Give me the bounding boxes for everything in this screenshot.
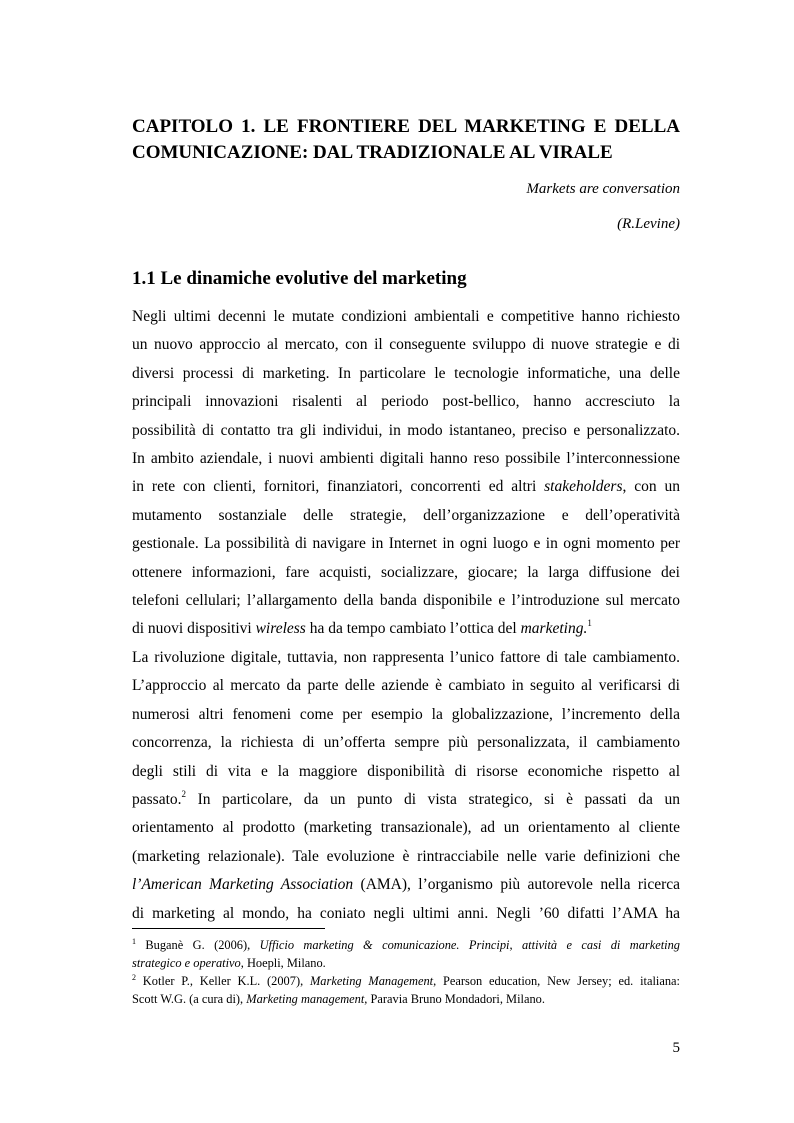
body-line: concorrenza, la richiesta di un’offerta sempre più personalizzata, il cambiamento — [132, 734, 680, 752]
footnotes — [132, 936, 680, 1008]
body-line: mutamento sostanziale delle strategie, dell’organizzazione e dell’operatività — [132, 506, 680, 524]
body-line: un nuovo approccio al mercato, con il conseguente sviluppo di nuove strategie e di — [132, 336, 680, 354]
footnote-2-line-2 — [132, 990, 680, 1008]
body-line: numerosi altri fenomeni come per esempio la globalizzazione, l’incremento della — [132, 705, 680, 723]
page-number: 5 — [672, 1040, 680, 1056]
body-line — [132, 615, 680, 643]
body-line — [132, 871, 680, 899]
body-italic-run: l’American Marketing Association — [132, 876, 354, 894]
footnote-italic-run: strategico e operativo — [132, 956, 241, 970]
body-line: ottenere informazioni, fare acquisti, socializzare, giocare; la larga diffusione dei — [132, 563, 680, 581]
chapter-title-line-1: CAPITOLO 1. LE FRONTIERE DEL MARKETING E DELLA — [132, 116, 680, 137]
body-italic-run: marketing. — [520, 620, 588, 638]
footnote-text-run: Kotler P., Keller K.L. (2007), — [136, 974, 310, 988]
body-line: orientamento al prodotto (marketing transazionale), ad un orientamento al cliente — [132, 819, 680, 837]
body-line: Negli ultimi decenni le mutate condizioni ambientali e competitive hanno richiesto — [132, 308, 680, 325]
body-text-run: In particolare, da un punto di vista strategico, si è passati da un — [186, 790, 680, 808]
epigraph-author: (R.Levine) — [617, 216, 680, 232]
body-text-run: passato. — [132, 790, 182, 808]
body-line — [132, 786, 680, 814]
section-title: 1.1 Le dinamiche evolutive del marketing — [132, 268, 467, 289]
body-paragraphs — [132, 303, 680, 928]
body-line: In ambito aziendale, i nuovi ambienti digitali hanno reso possibile l’interconnessione — [132, 450, 680, 468]
footnote-2-line-1 — [132, 972, 680, 990]
body-line: L’approccio al mercato da parte delle aziende è cambiato in seguito al verificarsi di — [132, 677, 680, 695]
footnote-ref-1[interactable]: 1 — [587, 618, 592, 629]
footnote-1-line-1 — [132, 936, 680, 954]
footnote-ref-2[interactable]: 2 — [181, 788, 187, 799]
body-text-run: , con un — [622, 478, 680, 496]
epigraph-quote: Markets are conversation — [526, 181, 680, 197]
footnote-italic-run: Marketing management — [246, 992, 365, 1006]
footnote-text-run: Scott W.G. (a cura di), — [132, 992, 247, 1006]
body-italic-run: stakeholders — [544, 478, 623, 496]
body-line: gestionale. La possibilità di navigare in Internet in ogni luogo e in ogni momento per — [132, 535, 680, 553]
footnote-text-run: , Hoepli, Milano. — [240, 956, 326, 970]
body-text-run: in rete con clienti, fornitori, finanziatori, concorrenti ed altri — [132, 478, 545, 496]
body-line: degli stili di vita e la maggiore disponibilità di risorse economiche rispetto al — [132, 762, 680, 780]
body-line: principali innovazioni risalenti al periodo post-bellico, hanno accresciuto la — [132, 393, 680, 411]
body-italic-run: wireless — [255, 620, 306, 638]
footnote-text-run: , Paravia Bruno Mondadori, Milano. — [364, 992, 545, 1006]
body-text-run: ha da tempo cambiato l’ottica del — [305, 620, 521, 638]
body-line: di marketing al mondo, ha coniato negli ultimi anni. Negli ’60 difatti l’AMA ha — [132, 904, 680, 922]
footnote-2-number: 2 — [132, 973, 136, 982]
body-line: diversi processi di marketing. In particolare le tecnologie informatiche, una delle — [132, 364, 680, 382]
body-text-run: (AMA), l’organismo più autorevole nella ricerca — [353, 876, 681, 894]
body-text-run: di nuovi dispositivi — [132, 620, 256, 638]
body-line: telefoni cellulari; l’allargamento della banda disponibile e l’introduzione sul mercato — [132, 592, 680, 610]
footnote-1-number: 1 — [132, 937, 136, 946]
footnote-divider — [132, 928, 325, 929]
footnote-text-run: , Pearson education, New Jersey; ed. italiana: — [433, 974, 680, 988]
footnote-text-run: Buganè G. (2006), — [136, 938, 260, 952]
footnote-1-line-2 — [132, 954, 680, 972]
footnote-italic-run: Marketing Management — [309, 974, 434, 988]
chapter-title-line-2: COMUNICAZIONE: DAL TRADIZIONALE AL VIRALE — [132, 142, 613, 163]
chapter-title — [132, 114, 680, 166]
body-line — [132, 473, 680, 501]
body-line: possibilità di contatto tra gli individui, in modo istantaneo, preciso e personalizzato. — [132, 421, 680, 439]
body-line: (marketing relazionale). Tale evoluzione è rintracciabile nelle varie definizioni che — [132, 847, 680, 865]
body-line: La rivoluzione digitale, tuttavia, non rappresenta l’unico fattore di tale cambiamento. — [132, 648, 680, 666]
footnote-italic-run: Ufficio marketing & comunicazione. Principi, attività e casi di marketing — [259, 938, 680, 952]
